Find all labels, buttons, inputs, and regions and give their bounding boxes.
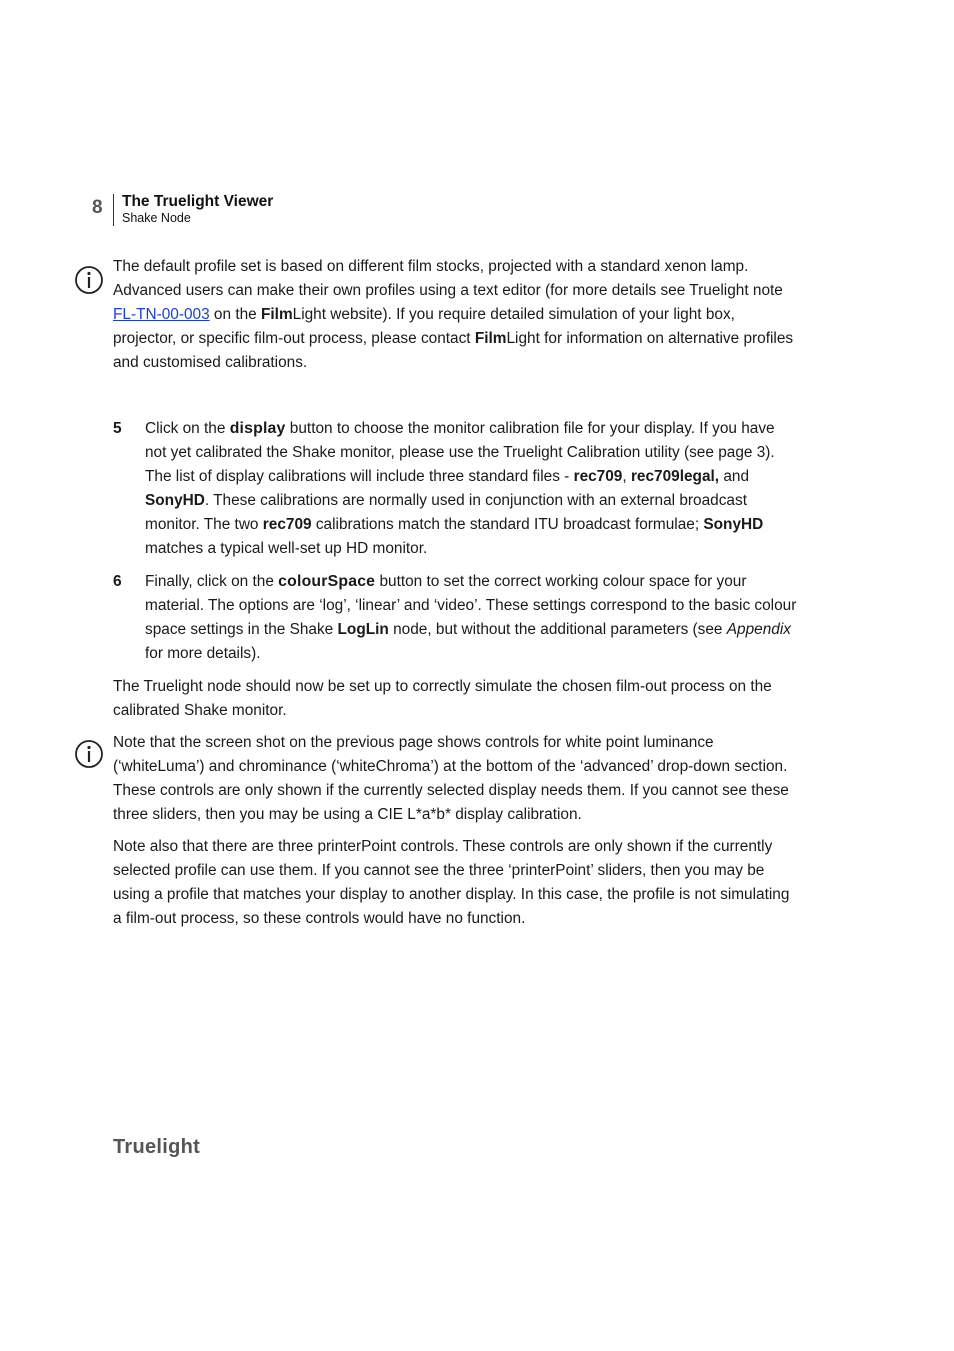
display-button-ref: display <box>229 420 286 437</box>
note-white-point: Note that the screen shot on the previous page shows controls for white point luminance (‘whiteLuma’) and chrominance (‘whiteChroma’) at the bottom of the ‘advanced’ drop-down section. These controls are only shown if the currently selected display needs them. If you cannot see these three sliders, then you may be using a CIE L*a*b* display calibration. <box>113 734 789 823</box>
info-icon <box>74 265 104 295</box>
step-5-text: Click on the display button to choose the monitor calibration file for your display. If you have not yet calibrated the Shake monitor, please use the Truelight Calibration utility (see page 3). The list of display calibrations will include three standard files - rec709, rec709legal, and SonyHD. These calibrations are normally used in conjunction with an external broadcast monitor. The two rec709 calibrations match the standard ITU broadcast formulae; SonyHD matches a typical well-set up HD monitor. <box>145 420 775 557</box>
header-divider <box>113 194 114 226</box>
header-title: The Truelight Viewer <box>122 193 274 210</box>
step-number-5: 5 <box>113 420 122 437</box>
note-printer-point: Note also that there are three printerPoint controls. These controls are only shown if the currently selected profile can use them. If you cannot see the three ‘printerPoint’ sliders, then you may be using a profile that matches your display to another display. In this case, the profile is not simulating a film-out process, so these controls would have no function. <box>113 838 790 927</box>
footer-brand: Truelight <box>113 1136 201 1158</box>
step-6-text: Finally, click on the colourSpace button to set the correct working colour space for your material. The options are ‘log’, ‘linear’ and ‘video’. These settings correspond to the basic colour space settings in the Shake LogLin node, but without the additional parameters (see Appendix for more details). <box>145 573 797 662</box>
step-number-6: 6 <box>113 573 122 590</box>
info-icon <box>74 739 104 769</box>
note-profiles: The default profile set is based on different film stocks, projected with a standard xenon lamp. Advanced users can make their own profiles using a text editor (for more details see Truelight note FL-TN-00-003 on the FilmLight website). If you require detailed simulation of your light box, projector, or specific film-out process, please contact FilmLight for information on alternative profiles and customised calibrations. <box>113 258 794 371</box>
colourspace-button-ref: colourSpace <box>278 573 376 590</box>
tech-note-link[interactable]: FL-TN-00-003 <box>113 306 210 323</box>
summary-paragraph: The Truelight node should now be set up to correctly simulate the chosen film-out process on the calibrated Shake monitor. <box>113 678 772 719</box>
header-subtitle: Shake Node <box>122 211 191 225</box>
page-number: 8 <box>92 197 103 218</box>
